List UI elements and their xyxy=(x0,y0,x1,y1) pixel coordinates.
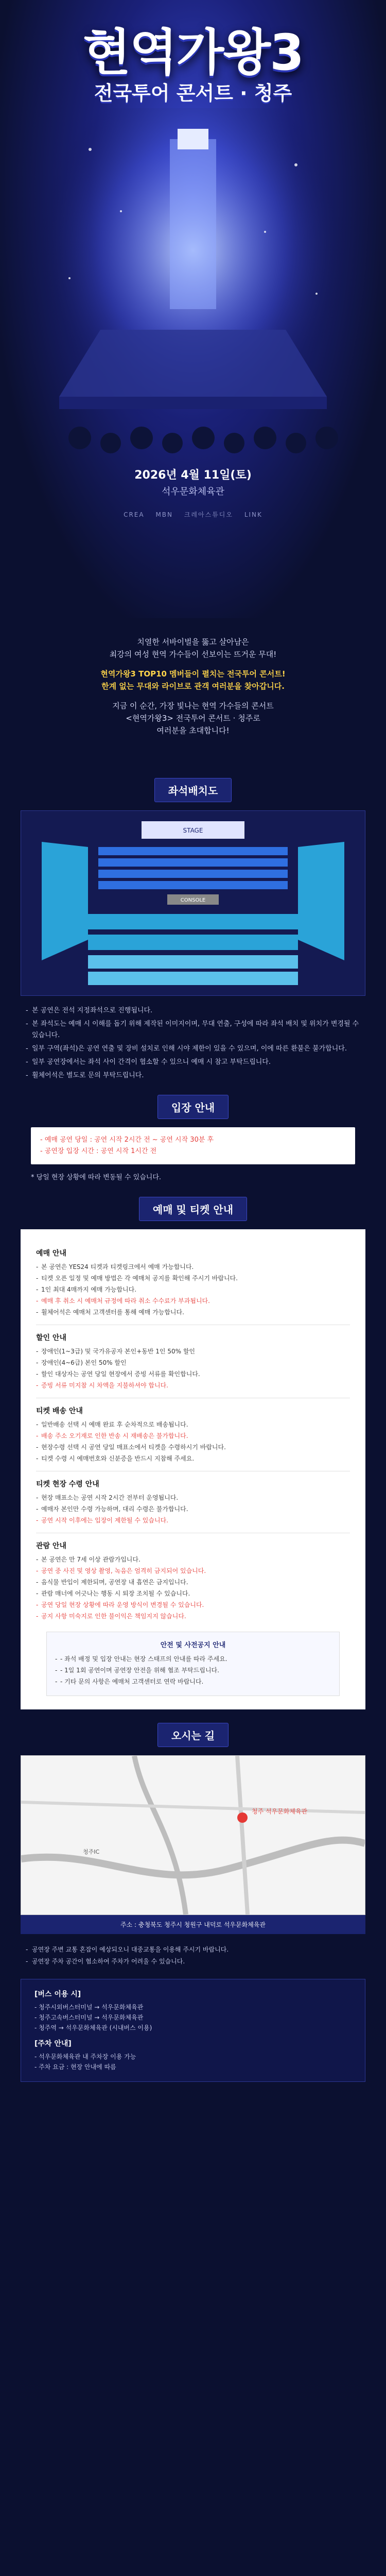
ticket-item: - 공연 중 사진 및 영상 촬영, 녹음은 엄격히 금지되어 있습니다. xyxy=(36,1566,350,1576)
safety-item: - - 1일 1회 공연이며 공연장 안전을 위해 협조 부탁드립니다. xyxy=(55,1666,331,1675)
safety-item: - - 좌석 배정 및 입장 안내는 현장 스태프의 안내를 따라 주세요. xyxy=(55,1654,331,1664)
parking-item: - 석우문화체육관 내 주차장 이용 가능 xyxy=(34,2053,136,2060)
seat-note: - 본 좌석도는 예매 시 이해를 돕기 위해 제작된 이미지이며, 무대 연출, 구성에 따라 좌석 배치 및 위치가 변경될 수 있습니다. xyxy=(26,1019,360,1041)
transport-note: - 공연장 주차 공간이 협소하여 주차가 어려울 수 있습니다. xyxy=(26,1956,360,1967)
section-title: 예매 및 티켓 안내 xyxy=(139,1197,247,1221)
bus-title: [버스 이용 시] xyxy=(34,1990,81,1998)
safety-item: - - 기타 문의 사항은 예매처 고객센터로 연락 바랍니다. xyxy=(55,1677,331,1687)
ticket-item: - 본 공연은 만 7세 이상 관람가입니다. xyxy=(36,1555,350,1565)
stage-label: STAGE xyxy=(183,827,203,834)
hero-banner xyxy=(0,0,386,618)
safety-notice-title: 안전 및 사전공지 안내 xyxy=(160,1641,226,1649)
logo-1: CREA xyxy=(124,511,145,518)
intro-line: <현역가왕3> 전국투어 콘서트 · 청주로 xyxy=(126,714,260,723)
ticket-item: - 장애인(4~6급) 본인 50% 할인 xyxy=(36,1358,350,1368)
seat-map xyxy=(21,810,365,996)
ticket-item: - 본 공연은 YES24 티켓과 티켓링크에서 예매 가능합니다. xyxy=(36,1262,350,1272)
ticket-item: - 장애인(1~3급) 및 국가유공자 본인+동반 1인 50% 할인 xyxy=(36,1347,350,1357)
parking-item: - 주차 요금 : 현장 안내에 따름 xyxy=(34,2063,116,2071)
seat-note: - 일부 구역(좌석)은 공연 연출 및 장비 설치로 인해 시야 제한이 있을 수 있으며, 이에 따른 환불은 불가합니다. xyxy=(26,1043,360,1055)
ticket-item: - 예매 후 취소 시 예매처 규정에 따라 취소 수수료가 부과됩니다. xyxy=(36,1296,350,1306)
section-title: 좌석배치도 xyxy=(154,778,232,802)
ticket-item: - 현장 매표소는 공연 시작 2시간 전부터 운영됩니다. xyxy=(36,1493,350,1503)
ticket-sub-title: 예매 안내 xyxy=(36,1249,66,1258)
map-drawing xyxy=(21,1756,365,1914)
entry-line: - 예매 공연 당일 : 공연 시작 2시간 전 ~ 공연 시작 30분 후 xyxy=(40,1136,214,1144)
bus-item: - 청주역 → 석우문화체육관 (시내버스 이용) xyxy=(34,2024,152,2031)
section-title: 오시는 길 xyxy=(157,1723,229,1747)
transport-notes xyxy=(26,1944,360,1967)
seat-notes xyxy=(26,1005,360,1081)
page-footer-spacer xyxy=(0,2082,386,2103)
hero-subtitle: 전국투어 콘서트 · 청주 xyxy=(94,82,292,105)
intro-line: 지금 이 순간, 가장 빛나는 현역 가수들의 콘서트 xyxy=(112,701,274,710)
intro-text xyxy=(0,618,386,765)
hero-title: 현역가왕3 xyxy=(83,24,303,81)
seat-note: - 일부 공연장에서는 좌석 사이 간격이 협소할 수 있으니 예매 시 참고 부탁드립니다. xyxy=(26,1057,360,1068)
ticket-item: - 공연 시작 이후에는 입장이 제한될 수 있습니다. xyxy=(36,1516,350,1526)
ticket-item: - 예매자 본인만 수령 가능하며, 대리 수령은 불가합니다. xyxy=(36,1504,350,1514)
logo-2: MBN xyxy=(155,511,173,518)
venue-address: 주소 : 충청북도 청주시 청원구 내덕로 석우문화체육관 xyxy=(21,1915,365,1934)
intro-line: 치열한 서바이벌을 뚫고 살아남은 xyxy=(137,637,249,647)
ticket-item: - 공연 당일 현장 상황에 따라 운영 방식이 변경될 수 있습니다. xyxy=(36,1600,350,1610)
seat-note: - 본 공연은 전석 지정좌석으로 진행됩니다. xyxy=(26,1005,360,1016)
bus-item: - 청주시외버스터미널 → 석우문화체육관 xyxy=(34,2004,144,2011)
ticket-item: - 할인 대상자는 공연 당일 현장에서 증빙 서류를 확인합니다. xyxy=(36,1369,350,1379)
section-header-entry xyxy=(0,1095,386,1119)
ticket-sub-title: 티켓 배송 안내 xyxy=(36,1407,83,1415)
section-header-location xyxy=(0,1723,386,1747)
seat-note: - 휠체어석은 별도로 문의 부탁드립니다. xyxy=(26,1070,360,1081)
concert-date: 2026년 4월 11일(토) xyxy=(134,469,252,482)
logo-4: LINK xyxy=(244,511,262,518)
safety-notice-box xyxy=(46,1632,340,1696)
location-map[interactable] xyxy=(21,1755,365,1915)
sponsor-logos xyxy=(0,510,386,519)
ticket-item: - 일반배송 선택 시 예매 완료 후 순차적으로 배송됩니다. xyxy=(36,1420,350,1430)
entry-info-box xyxy=(31,1127,355,1164)
ticket-info-box xyxy=(21,1229,365,1709)
ticket-sub-title: 티켓 현장 수령 안내 xyxy=(36,1480,99,1488)
section-title: 입장 안내 xyxy=(157,1095,229,1119)
ticket-item: - 휠체어석은 예매처 고객센터를 통해 예매 가능합니다. xyxy=(36,1308,350,1317)
ticket-item: - 공지 사항 미숙지로 인한 불이익은 책임지지 않습니다. xyxy=(36,1612,350,1621)
ticket-item: - 음식물 반입이 제한되며, 공연장 내 흡연은 금지입니다. xyxy=(36,1578,350,1587)
entry-note: * 당일 현장 상황에 따라 변동될 수 있습니다. xyxy=(31,1174,162,1181)
intro-line: 여러분을 초대합니다! xyxy=(156,726,230,735)
ticket-item: - 배송 주소 오기재로 인한 반송 시 재배송은 불가합니다. xyxy=(36,1431,350,1441)
ticket-item: - 1인 최대 4매까지 예매 가능합니다. xyxy=(36,1285,350,1295)
ticket-sub-title: 관람 안내 xyxy=(36,1542,66,1550)
intro-line: 최강의 여성 현역 가수들이 선보이는 뜨거운 무대! xyxy=(109,650,277,659)
concert-venue: 석우문화체육관 xyxy=(162,486,224,497)
parking-title: [주차 안내] xyxy=(34,2040,72,2048)
bus-info-box xyxy=(21,1979,365,2082)
map-venue-label: 청주 석우문화체육관 xyxy=(252,1808,308,1815)
section-header-ticket xyxy=(0,1197,386,1221)
map-road-label: 청주IC xyxy=(83,1849,100,1855)
stage-illustration xyxy=(39,108,347,464)
ticket-item: - 현장수령 선택 시 공연 당일 매표소에서 티켓을 수령하시기 바랍니다. xyxy=(36,1443,350,1452)
seat-map-diagram xyxy=(21,811,365,995)
section-header-seatmap xyxy=(0,778,386,802)
bus-item: - 청주고속버스터미널 → 석우문화체육관 xyxy=(34,2014,144,2021)
logo-3: 크레아스튜디오 xyxy=(184,511,233,518)
ticket-item: - 증빙 서류 미지참 시 차액을 지불하셔야 합니다. xyxy=(36,1381,350,1391)
ticket-item: - 티켓 오픈 일정 및 예매 방법은 각 예매처 공지를 확인해 주시기 바랍니다. xyxy=(36,1274,350,1283)
ticket-sub-title: 할인 안내 xyxy=(36,1334,66,1342)
ticket-item: - 티켓 수령 시 예매번호와 신분증을 반드시 지참해 주세요. xyxy=(36,1454,350,1464)
entry-line: - 공연장 입장 시간 : 공연 시작 1시간 전 xyxy=(40,1147,157,1155)
transport-note: - 공연장 주변 교통 혼잡이 예상되오니 대중교통을 이용해 주시기 바랍니다. xyxy=(26,1944,360,1955)
intro-line: 한계 없는 무대와 라이브로 관객 여러분을 찾아갑니다. xyxy=(101,682,285,691)
intro-line: 현역가왕3 TOP10 멤버들이 펼치는 전국투어 콘서트! xyxy=(100,669,286,679)
console-label: CONSOLE xyxy=(180,897,206,903)
ticket-item: - 관람 매너에 어긋나는 행동 시 퇴장 조치될 수 있습니다. xyxy=(36,1589,350,1599)
